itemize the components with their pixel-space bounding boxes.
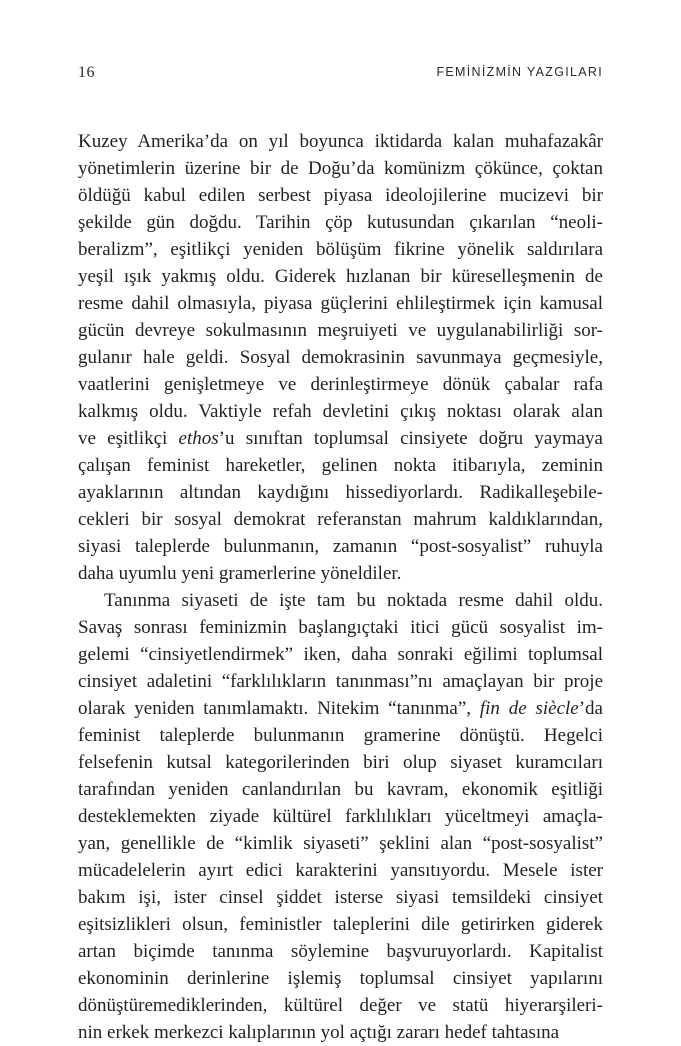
text-run: desteklemekten ziyade kültürel farklılıkları yüceltmeyi amaçla-: [78, 806, 603, 827]
text-line: [78, 317, 603, 344]
text-run: ve eşitlikçi: [78, 428, 179, 449]
text-run: Kuzey Amerika’da on yıl boyunca iktidarda kalan muhafazakâr: [78, 131, 603, 152]
text-line: [78, 398, 603, 425]
text-line: [78, 965, 603, 992]
text-run: ekonominin derinlerine işlemiş toplumsal cinsiyet yapılarını: [78, 968, 603, 989]
italic-term: fin de siècle: [479, 698, 579, 719]
text-run: çalışan feminist hareketler, gelinen nokta itibarıyla, zeminin: [78, 455, 603, 476]
text-line: [78, 857, 603, 884]
italic-term: ethos: [178, 428, 219, 449]
text-run: ’u sınıftan toplumsal cinsiyete doğru yaymaya: [218, 428, 603, 449]
text-run: felsefenin kutsal kategorilerinden biri olup siyaset kuramcıları: [78, 752, 603, 773]
text-line: [78, 668, 603, 695]
text-run: yönetimlerin üzerine bir de Doğu’da komünizm çökünce, çoktan: [78, 158, 603, 179]
text-run: kalkmış oldu. Vaktiyle refah devletini çıkış noktası olarak alan: [78, 401, 603, 422]
text-run: Tanınma siyaseti de işte tam bu noktada resme dahil oldu.: [104, 590, 603, 611]
text-run: dönüştüremediklerinden, kültürel değer ve statü hiyerarşileri-: [78, 995, 603, 1016]
text-run: gelemi “cinsiyetlendirmek” iken, daha sonraki eğilimi toplumsal: [78, 644, 603, 665]
text-line: [78, 452, 603, 479]
text-line: [78, 830, 603, 857]
page-header: [78, 64, 603, 86]
text-run: cinsiyet adaletini “farklılıkların tanınması”nı amaçlayan bir proje: [78, 671, 603, 692]
text-line: [78, 344, 603, 371]
text-line: [78, 614, 603, 641]
text-run: yeşil ışık yakmış oldu. Giderek hızlanan bir küreselleşmenin de: [78, 266, 603, 287]
text-run: mücadelelerin ayırt edici karakterini yansıtıyordu. Mesele ister: [78, 860, 603, 881]
text-line: [78, 533, 603, 560]
text-line: [78, 641, 603, 668]
text-line: [78, 128, 603, 155]
text-run: bakım işi, ister cinsel şiddet isterse siyasi temsildeki cinsiyet: [78, 887, 603, 908]
text-line: [78, 749, 603, 776]
text-line: [78, 209, 603, 236]
text-line: [78, 803, 603, 830]
text-run: feminist taleplerde bulunmanın gramerine dönüştü. Hegelci: [78, 725, 603, 746]
text-run: gücün devreye sokulmasının meşruiyeti ve uygulanabilirliği sor-: [78, 320, 603, 341]
text-line: [78, 425, 603, 452]
text-line: [78, 722, 603, 749]
text-run: resme dahil olmasıyla, piyasa güçlerini ehlileştirmek için kamusal: [78, 293, 603, 314]
text-line: [78, 1019, 603, 1046]
text-line: [78, 992, 603, 1019]
body-text: [78, 128, 603, 1046]
page-number: 16: [78, 64, 95, 81]
text-line: [78, 776, 603, 803]
text-line: [78, 290, 603, 317]
text-line: [78, 911, 603, 938]
text-run: ’da: [578, 698, 603, 719]
text-run: şekilde gün doğdu. Tarihin çöp kutusundan çıkarılan “neoli-: [78, 212, 603, 233]
text-run: olarak yeniden tanımlamaktı. Nitekim “tanınma”,: [78, 698, 480, 719]
text-run: Savaş sonrası feminizmin başlangıçtaki itici gücü sosyalist im-: [78, 617, 603, 638]
text-run: nin erkek merkezci kalıplarının yol açtığı zararı hedef tahtasına: [78, 1022, 560, 1043]
text-line: [78, 884, 603, 911]
text-run: artan biçimde tanınma söylemine başvuruyorlardı. Kapitalist: [78, 941, 603, 962]
text-line: [78, 506, 603, 533]
text-run: eşitsizlikleri olsun, feministler taleplerini dile getirirken giderek: [78, 914, 603, 935]
text-line: [78, 938, 603, 965]
text-line: [78, 695, 603, 722]
paragraph: [78, 128, 603, 587]
text-line: [78, 263, 603, 290]
text-line: [78, 371, 603, 398]
text-line: [78, 479, 603, 506]
text-run: gulanır hale geldi. Sosyal demokrasinin savunmaya geçmesiyle,: [78, 347, 603, 368]
text-line: [78, 560, 603, 587]
text-run: tarafından yeniden canlandırılan bu kavram, ekonomik eşitliği: [78, 779, 603, 800]
text-line: [78, 587, 603, 614]
text-run: vaatlerini genişletmeye ve derinleştirmeye dönük çabalar rafa: [78, 374, 603, 395]
text-line: [78, 155, 603, 182]
text-run: siyasi taleplerde bulunmanın, zamanın “post-sosyalist” ruhuyla: [78, 536, 603, 557]
text-run: cekleri bir sosyal demokrat referanstan mahrum kaldıklarından,: [78, 509, 603, 530]
text-run: öldüğü kabul edilen serbest piyasa ideolojilerine mucizevi bir: [78, 185, 603, 206]
paragraph: [78, 587, 603, 1046]
text-line: [78, 236, 603, 263]
text-run: beralizm”, eşitlikçi yeniden bölüşüm fikrine yönelik saldırılara: [78, 239, 603, 260]
text-run: daha uyumlu yeni gramerlerine yöneldiler.: [78, 563, 402, 584]
text-line: [78, 182, 603, 209]
text-run: yan, genellikle de “kimlik siyaseti” şeklini alan “post-sosyalist”: [78, 833, 603, 854]
running-title: FEMİNİZMİN YAZGILARI: [436, 65, 603, 79]
text-run: ayaklarının altından kaydığını hissediyorlardı. Radikalleşebile-: [78, 482, 603, 503]
